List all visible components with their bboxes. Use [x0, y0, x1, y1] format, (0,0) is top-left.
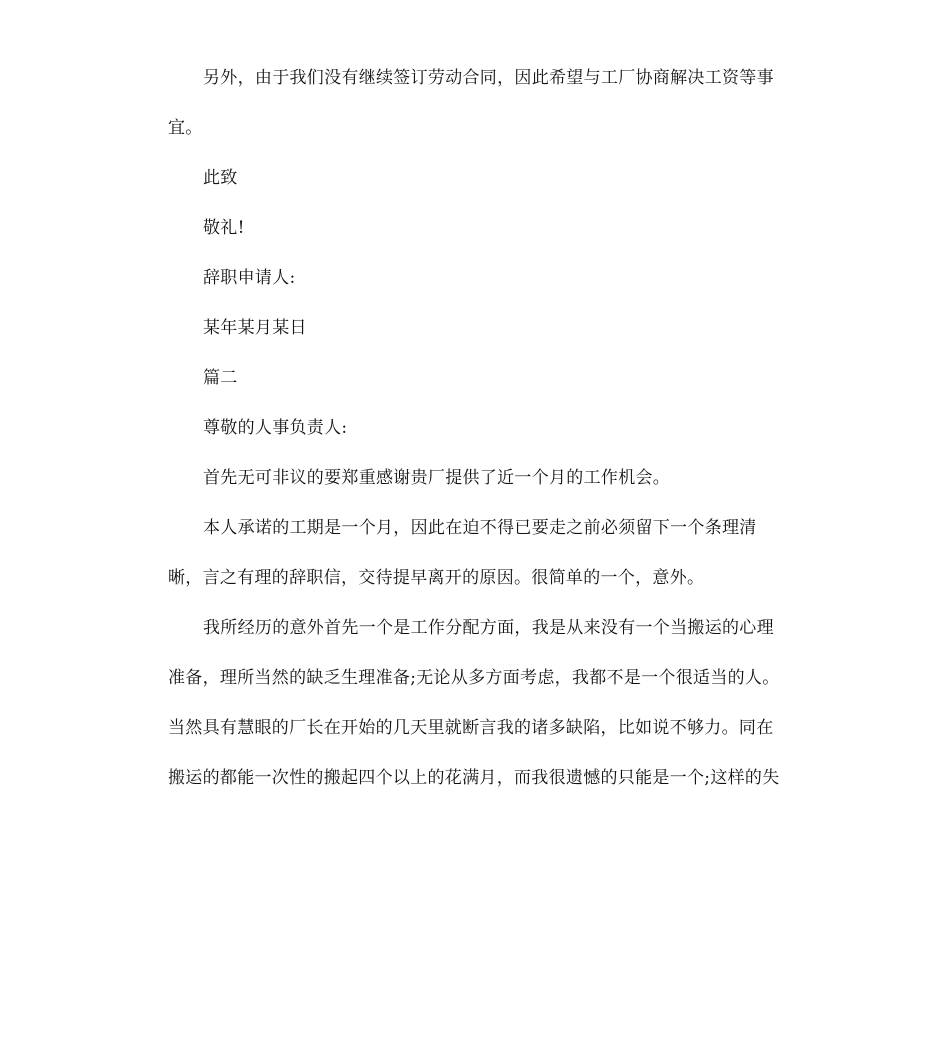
- paragraph-line: 晰，言之有理的辞职信，交待提早离开的原因。很简单的一个，意外。: [168, 568, 705, 588]
- paragraph-line: 当然具有慧眼的厂长在开始的几天里就断言我的诸多缺陷，比如说不够力。同在: [168, 718, 774, 738]
- date-line: 某年某月某日: [203, 318, 307, 338]
- paragraph-line: 首先无可非议的要郑重感谢贵厂提供了近一个月的工作机会。: [203, 468, 671, 488]
- section-heading: 篇二: [203, 368, 238, 388]
- paragraph-line: 准备，理所当然的缺乏生理准备;无论从多方面考虑，我都不是一个很适当的人。: [168, 668, 780, 688]
- paragraph-line: 宜。: [168, 118, 203, 138]
- signature-label: 辞职申请人:: [203, 268, 296, 288]
- paragraph-line: 本人承诺的工期是一个月，因此在迫不得已要走之前必须留下一个条理清: [203, 518, 757, 538]
- paragraph-line: 另外，由于我们没有继续签订劳动合同，因此希望与工厂协商解决工资等事: [203, 68, 774, 88]
- salutation: 尊敬的人事负责人:: [203, 418, 348, 438]
- closing-line: 敬礼!: [203, 218, 245, 238]
- closing-line: 此致: [203, 168, 238, 188]
- paragraph-line: 搬运的都能一次性的搬起四个以上的花满月，而我很遗憾的只能是一个;这样的失: [168, 768, 780, 788]
- paragraph-line: 我所经历的意外首先一个是工作分配方面，我是从来没有一个当搬运的心理: [203, 618, 774, 638]
